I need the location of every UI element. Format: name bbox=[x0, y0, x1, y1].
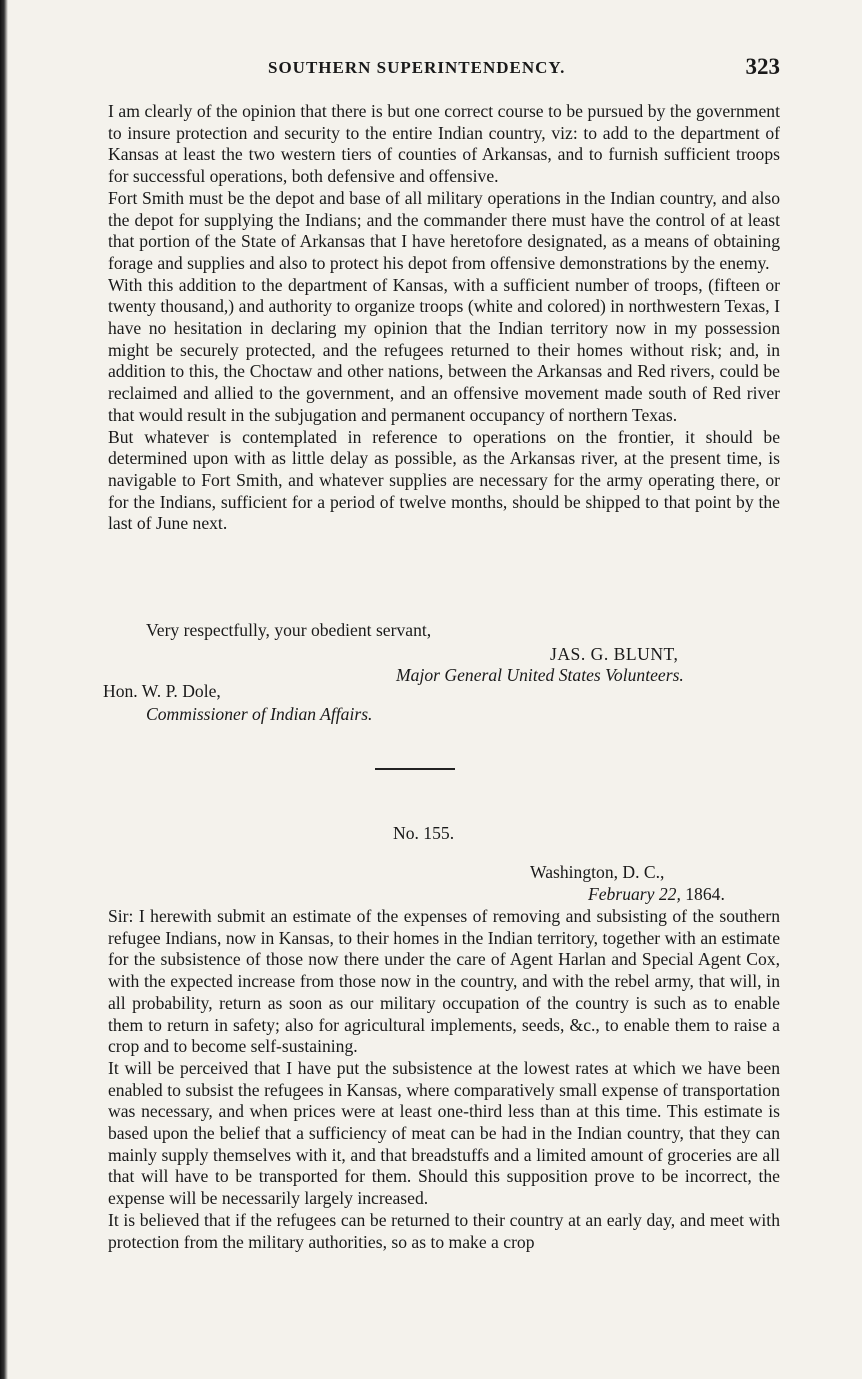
letter-1-paragraph-1: I am clearly of the opinion that there is but one correct course to be pursued by the government to insure protection and security to the entire Indian country, viz: to add to the department of Kansas at least the two western tiers of counties of Arkansas, and to furnish sufficient troops for successful operations, both defensive and offensive. bbox=[108, 101, 780, 187]
signer-title: Major General United States Volunteers. bbox=[396, 665, 684, 685]
letter-1-paragraph-2: Fort Smith must be the depot and base of all military operations in the Indian country, and also the depot for supplying the Indians; and the commander there must have the control of at least that portion of the State of Arkansas that I have heretofore designated, as a means of obtaining forage and supplies and also to protect his depot from offensive demonstrations by the enemy. bbox=[108, 187, 780, 273]
page-spine-shadow bbox=[0, 0, 8, 1379]
section-divider bbox=[375, 768, 455, 770]
letter-2-paragraph-1: Sir: I herewith submit an estimate of the expenses of removing and subsisting of the southern refugee Indians, now in Kansas, to their homes in the Indian territory, together with an estimate for the subsistence of those now there under the care of Agent Harlan and Special Agent Cox, with the expected increase from those now in the country, and with the rebel army, that will, in all probability, return as soon as our military occupation of the country is such as to enable them to return in safety; also for agricultural implements, seeds, &c., to enable them to raise a crop and to become self-sustaining. bbox=[108, 906, 780, 1057]
letter-1-closing: Very respectfully, your obedient servant, bbox=[146, 620, 432, 640]
letter-1-body bbox=[108, 101, 780, 535]
addressee-name: Hon. W. P. Dole, bbox=[103, 681, 221, 701]
letter-2-paragraph-3: It is believed that if the refugees can be returned to their country at an early day, and meet with protection from the military authorities, so as to make a crop bbox=[108, 1209, 780, 1252]
letter-2-body bbox=[108, 906, 780, 1253]
letter-2-date-year: 1864. bbox=[685, 884, 725, 904]
running-head bbox=[108, 54, 780, 86]
letter-1-paragraph-3: With this addition to the department of Kansas, with a sufficient number of troops, (fifteen or twenty thousand,) and authority to organize troops (white and colored) in northwestern Texas, I have no hesitation in declaring my opinion that the Indian territory now in my possession might be securely protected, and the refugees returned to their homes without risk; and, in addition to this, the Choctaw and other nations, between the Arkansas and Red rivers, could be reclaimed and allied to the government, and an offensive movement made south of Red river that would result in the subjugation and permanent occupancy of northern Texas. bbox=[108, 274, 780, 425]
document-number: No. 155. bbox=[393, 823, 455, 843]
running-title: SOUTHERN SUPERINTENDENCY. bbox=[268, 58, 566, 77]
letter-2-date bbox=[588, 884, 725, 905]
letter-2-date-month-day: February 22, bbox=[588, 884, 681, 904]
letter-2-paragraph-2: It will be perceived that I have put the subsistence at the lowest rates at which we have been enabled to subsist the refugees in Kansas, where comparatively small expense of transportation was necessary, and when prices were at least one-third less than at this time. This estimate is based upon the belief that a sufficiency of meat can be had in the Indian country, that they can mainly supply themselves with it, and that breadstuffs and a limited amount of groceries are all that will have to be transported for them. Should this supposition prove to be incorrect, the expense will be necessarily largely increased. bbox=[108, 1057, 780, 1209]
signer-name: JAS. G. BLUNT, bbox=[550, 644, 679, 664]
letter-2-place: Washington, D. C., bbox=[530, 862, 665, 882]
letter-1-paragraph-4: But whatever is contemplated in reference to operations on the frontier, it should be determined upon with as little delay as possible, as the Arkansas river, at the present time, is navigable to Fort Smith, and whatever supplies are necessary for the army operating there, or for the Indians, sufficient for a period of twelve months, should be shipped to that point by the last of June next. bbox=[108, 426, 780, 534]
addressee-title: Commissioner of Indian Affairs. bbox=[146, 704, 373, 724]
page-number: 323 bbox=[745, 54, 780, 79]
